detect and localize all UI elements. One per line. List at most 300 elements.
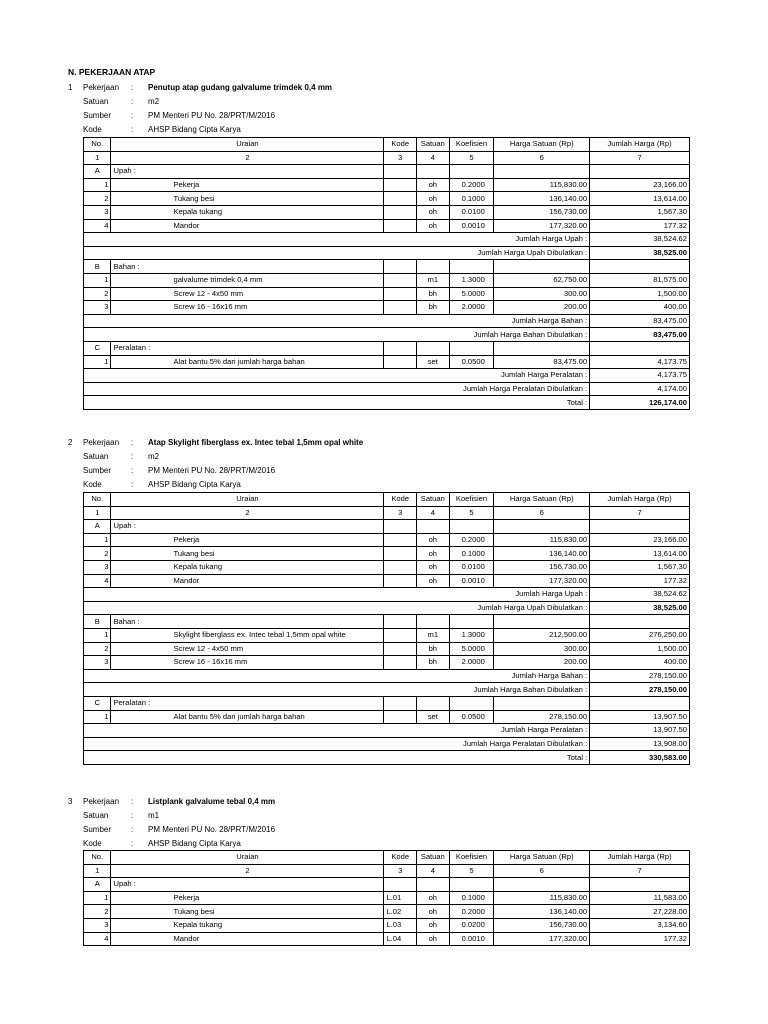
total-row [84, 396, 690, 410]
empty-cell [449, 878, 494, 892]
empty-cell [494, 615, 590, 629]
upah-line-row [84, 178, 690, 192]
bahan-group-row [84, 260, 690, 274]
colon-separator: : [131, 438, 134, 447]
item-satuan-label: Satuan [83, 97, 109, 106]
column-header: Satuan [417, 851, 450, 865]
line-no: 3 [84, 560, 111, 574]
column-header: Koefisien [449, 138, 494, 152]
item-pekerjaan-label: Pekerjaan [83, 797, 120, 806]
line-harga: 156,730.00 [494, 560, 590, 574]
jumlah-upah-label: Jumlah Harga Upah : [84, 233, 590, 247]
empty-cell [384, 520, 417, 534]
jumlah-upah-dibulatkan-label: Jumlah Harga Upah Dibulatkan : [84, 246, 590, 260]
column-header: Uraian [111, 138, 384, 152]
item-pekerjaan-row [68, 436, 708, 450]
item-kode-value: AHSP Bidang Cipta Karya [148, 125, 241, 134]
item-pekerjaan-label: Pekerjaan [83, 438, 120, 447]
jumlah-upah-dibulatkan-row [84, 246, 690, 260]
column-header: No. [84, 493, 111, 507]
jumlah-peralatan-dibulatkan-value: 4,174.00 [590, 382, 690, 396]
line-koef: 0.0200 [449, 918, 494, 932]
bahan-line-row [84, 301, 690, 315]
jumlah-upah-dibulatkan-value: 38,525.00 [590, 246, 690, 260]
column-header: Jumlah Harga (Rp) [590, 493, 690, 507]
line-jumlah: 1,567.30 [590, 205, 690, 219]
line-koef: 0.0010 [449, 574, 494, 588]
line-uraian: Pekerja [111, 533, 384, 547]
line-harga: 136,140.00 [494, 547, 590, 561]
empty-cell [494, 520, 590, 534]
jumlah-upah-dibulatkan-row [84, 601, 690, 615]
item-pekerjaan-row [68, 81, 708, 95]
empty-cell [494, 878, 590, 892]
line-kode [384, 178, 417, 192]
line-koef: 0.1000 [449, 547, 494, 561]
line-no: 1 [84, 891, 111, 905]
item-number: 3 [68, 797, 73, 806]
upah-line-row [84, 547, 690, 561]
line-koef: 0.2000 [449, 178, 494, 192]
jumlah-peralatan-row [84, 724, 690, 738]
item-number: 2 [68, 438, 73, 447]
line-no: 4 [84, 219, 111, 233]
line-satuan: bh [417, 656, 450, 670]
line-koef: 0.2000 [449, 533, 494, 547]
item-satuan-value: m1 [148, 811, 160, 820]
jumlah-peralatan-value: 4,173.75 [590, 369, 690, 383]
item-sumber-row [68, 823, 708, 837]
line-jumlah: 177.32 [590, 574, 690, 588]
item-satuan-label: Satuan [83, 811, 109, 820]
line-harga: 115,830.00 [494, 533, 590, 547]
column-header: Harga Satuan (Rp) [494, 138, 590, 152]
line-jumlah: 276,250.00 [590, 628, 690, 642]
line-uraian: Pekerja [111, 891, 384, 905]
colon-separator: : [131, 111, 134, 120]
jumlah-peralatan-row [84, 369, 690, 383]
group-letter: A [84, 165, 111, 179]
line-no: 1 [84, 710, 111, 724]
column-number: 2 [111, 864, 384, 878]
jumlah-peralatan-dibulatkan-label: Jumlah Harga Peralatan Dibulatkan : [84, 737, 590, 751]
line-kode [384, 287, 417, 301]
column-header: Harga Satuan (Rp) [494, 851, 590, 865]
column-number: 3 [384, 151, 417, 165]
jumlah-bahan-dibulatkan-label: Jumlah Harga Bahan Dibulatkan : [84, 328, 590, 342]
empty-cell [417, 696, 450, 710]
item-sumber-label: Sumber [83, 111, 112, 120]
empty-cell [384, 260, 417, 274]
column-number: 4 [417, 151, 450, 165]
item-satuan-row [68, 95, 708, 109]
jumlah-upah-row [84, 233, 690, 247]
line-koef: 0.0100 [449, 205, 494, 219]
jumlah-bahan-value: 83,475.00 [590, 314, 690, 328]
group-letter: C [84, 341, 111, 355]
jumlah-bahan-dibulatkan-row [84, 683, 690, 697]
line-koef: 0.2000 [449, 905, 494, 919]
line-satuan: bh [417, 287, 450, 301]
line-kode: L.03 [384, 918, 417, 932]
line-satuan: oh [417, 905, 450, 919]
line-uraian: Screw 16 - 16x16 mm [111, 656, 384, 670]
line-kode [384, 355, 417, 369]
line-uraian: Tukang besi [111, 547, 384, 561]
line-jumlah: 177.32 [590, 219, 690, 233]
column-header: Koefisien [449, 851, 494, 865]
line-koef: 0.0100 [449, 560, 494, 574]
line-koef: 0.0500 [449, 710, 494, 724]
line-no: 2 [84, 192, 111, 206]
line-kode [384, 574, 417, 588]
jumlah-bahan-label: Jumlah Harga Bahan : [84, 314, 590, 328]
line-satuan: oh [417, 891, 450, 905]
line-koef: 2.0000 [449, 656, 494, 670]
line-jumlah: 23,166.00 [590, 178, 690, 192]
upah-group-row [84, 165, 690, 179]
line-satuan: set [417, 355, 450, 369]
column-header: Harga Satuan (Rp) [494, 493, 590, 507]
column-header: Kode [384, 138, 417, 152]
line-koef: 1.3000 [449, 628, 494, 642]
line-harga: 200.00 [494, 656, 590, 670]
line-jumlah: 11,583.00 [590, 891, 690, 905]
total-label: Total : [84, 751, 590, 765]
total-row [84, 751, 690, 765]
item-sumber-value: PM Menteri PU No. 28/PRT/M/2016 [148, 466, 276, 475]
line-kode [384, 710, 417, 724]
line-jumlah: 3,134.60 [590, 918, 690, 932]
line-jumlah: 13,614.00 [590, 547, 690, 561]
empty-cell [494, 165, 590, 179]
jumlah-bahan-dibulatkan-value: 278,150.00 [590, 683, 690, 697]
column-header: No. [84, 138, 111, 152]
column-number: 6 [494, 151, 590, 165]
column-number: 7 [590, 506, 690, 520]
column-number: 4 [417, 864, 450, 878]
empty-cell [384, 878, 417, 892]
jumlah-bahan-dibulatkan-label: Jumlah Harga Bahan Dibulatkan : [84, 683, 590, 697]
colon-separator: : [131, 83, 134, 92]
empty-cell [449, 696, 494, 710]
line-uraian: Screw 12 - 4x50 mm [111, 287, 384, 301]
colon-separator: : [131, 480, 134, 489]
jumlah-peralatan-label: Jumlah Harga Peralatan : [84, 724, 590, 738]
empty-cell [417, 165, 450, 179]
jumlah-peralatan-dibulatkan-value: 13,908.00 [590, 737, 690, 751]
upah-group-label: Upah : [111, 520, 384, 534]
column-header: No. [84, 851, 111, 865]
line-harga: 156,730.00 [494, 205, 590, 219]
column-number: 5 [449, 864, 494, 878]
bahan-group-row [84, 615, 690, 629]
item-kode-row [68, 837, 708, 851]
column-number: 2 [111, 506, 384, 520]
bahan-group-label: Bahan : [111, 260, 384, 274]
upah-line-row [84, 533, 690, 547]
empty-cell [494, 260, 590, 274]
line-jumlah: 81,575.00 [590, 273, 690, 287]
column-header: Kode [384, 493, 417, 507]
line-uraian: Mandor [111, 219, 384, 233]
line-no: 2 [84, 287, 111, 301]
jumlah-upah-dibulatkan-value: 38,525.00 [590, 601, 690, 615]
column-number: 6 [494, 864, 590, 878]
line-kode [384, 642, 417, 656]
colon-separator: : [131, 125, 134, 134]
line-no: 4 [84, 932, 111, 946]
empty-cell [384, 615, 417, 629]
line-harga: 156,730.00 [494, 918, 590, 932]
line-no: 1 [84, 355, 111, 369]
column-number: 6 [494, 506, 590, 520]
column-header: Uraian [111, 851, 384, 865]
item-satuan-row [68, 809, 708, 823]
upah-line-row [84, 205, 690, 219]
line-harga: 115,830.00 [494, 891, 590, 905]
line-kode [384, 628, 417, 642]
line-satuan: oh [417, 192, 450, 206]
column-header: Jumlah Harga (Rp) [590, 138, 690, 152]
line-jumlah: 400.00 [590, 301, 690, 315]
line-kode: L.04 [384, 932, 417, 946]
line-kode [384, 301, 417, 315]
column-number: 1 [84, 864, 111, 878]
line-uraian: Kepala tukang [111, 560, 384, 574]
jumlah-bahan-label: Jumlah Harga Bahan : [84, 669, 590, 683]
total-label: Total : [84, 396, 590, 410]
colon-separator: : [131, 839, 134, 848]
item-kode-value: AHSP Bidang Cipta Karya [148, 839, 241, 848]
jumlah-upah-value: 38,524.62 [590, 588, 690, 602]
line-no: 1 [84, 273, 111, 287]
line-satuan: oh [417, 205, 450, 219]
section-title: N. PEKERJAAN ATAP [68, 67, 156, 77]
empty-cell [384, 165, 417, 179]
jumlah-bahan-row [84, 314, 690, 328]
peralatan-group-row [84, 696, 690, 710]
empty-cell [494, 341, 590, 355]
empty-cell [590, 341, 690, 355]
empty-cell [590, 520, 690, 534]
empty-cell [449, 260, 494, 274]
colon-separator: : [131, 811, 134, 820]
line-uraian: Kepala tukang [111, 918, 384, 932]
line-jumlah: 13,614.00 [590, 192, 690, 206]
jumlah-bahan-value: 278,150.00 [590, 669, 690, 683]
line-kode [384, 219, 417, 233]
line-uraian: Screw 16 - 16x16 mm [111, 301, 384, 315]
item-kode-row [68, 123, 708, 137]
item-satuan-value: m2 [148, 452, 160, 461]
peralatan-line-row [84, 710, 690, 724]
upah-group-label: Upah : [111, 878, 384, 892]
line-satuan: oh [417, 547, 450, 561]
line-no: 3 [84, 205, 111, 219]
item-kode-value: AHSP Bidang Cipta Karya [148, 480, 241, 489]
line-jumlah: 400.00 [590, 656, 690, 670]
line-kode: L.01 [384, 891, 417, 905]
line-satuan: m1 [417, 628, 450, 642]
line-satuan: oh [417, 574, 450, 588]
line-kode [384, 547, 417, 561]
line-no: 3 [84, 656, 111, 670]
empty-cell [449, 341, 494, 355]
line-satuan: oh [417, 533, 450, 547]
column-number: 2 [111, 151, 384, 165]
line-uraian: Tukang besi [111, 905, 384, 919]
peralatan-group-label: Peralatan : [111, 696, 384, 710]
line-kode [384, 656, 417, 670]
line-satuan: m1 [417, 273, 450, 287]
line-no: 2 [84, 547, 111, 561]
line-jumlah: 23,166.00 [590, 533, 690, 547]
line-jumlah: 177.32 [590, 932, 690, 946]
item-sumber-label: Sumber [83, 466, 112, 475]
item-satuan-value: m2 [148, 97, 160, 106]
upah-group-row [84, 520, 690, 534]
line-harga: 177,320.00 [494, 219, 590, 233]
line-satuan: oh [417, 219, 450, 233]
upah-line-row [84, 891, 690, 905]
item-sumber-label: Sumber [83, 825, 112, 834]
line-koef: 1.3000 [449, 273, 494, 287]
line-kode [384, 533, 417, 547]
colon-separator: : [131, 825, 134, 834]
colon-separator: : [131, 466, 134, 475]
peralatan-group-label: Peralatan : [111, 341, 384, 355]
line-jumlah: 13,907.50 [590, 710, 690, 724]
total-value: 126,174.00 [590, 396, 690, 410]
empty-cell [449, 520, 494, 534]
line-harga: 62,750.00 [494, 273, 590, 287]
line-uraian: galvalume trimdek 0,4 mm [111, 273, 384, 287]
empty-cell [384, 696, 417, 710]
empty-cell [590, 878, 690, 892]
line-koef: 5.0000 [449, 642, 494, 656]
item-pekerjaan-label: Pekerjaan [83, 83, 120, 92]
table-header-row [84, 851, 690, 865]
line-no: 2 [84, 642, 111, 656]
column-number-row [84, 864, 690, 878]
item-header-2 [68, 436, 708, 492]
item-kode-label: Kode [83, 480, 102, 489]
line-satuan: bh [417, 642, 450, 656]
item-number: 1 [68, 83, 73, 92]
upah-line-row [84, 918, 690, 932]
column-number: 1 [84, 506, 111, 520]
line-koef: 5.0000 [449, 287, 494, 301]
bahan-group-label: Bahan : [111, 615, 384, 629]
column-header: Jumlah Harga (Rp) [590, 851, 690, 865]
table-header-row [84, 138, 690, 152]
jumlah-peralatan-value: 13,907.50 [590, 724, 690, 738]
column-header: Satuan [417, 493, 450, 507]
bahan-line-row [84, 273, 690, 287]
item-pekerjaan-value: Listplank galvalume tebal 0,4 mm [148, 797, 276, 806]
upah-line-row [84, 574, 690, 588]
line-satuan: oh [417, 918, 450, 932]
upah-group-row [84, 878, 690, 892]
empty-cell [417, 341, 450, 355]
column-header: Kode [384, 851, 417, 865]
item-satuan-label: Satuan [83, 452, 109, 461]
item-header-3 [68, 795, 708, 851]
upah-line-row [84, 219, 690, 233]
empty-cell [449, 165, 494, 179]
line-kode [384, 273, 417, 287]
item-pekerjaan-value: Penutup atap gudang galvalume trimdek 0,4 mm [148, 83, 333, 92]
item-sumber-value: PM Menteri PU No. 28/PRT/M/2016 [148, 111, 276, 120]
line-uraian: Kepala tukang [111, 205, 384, 219]
line-no: 1 [84, 533, 111, 547]
column-number: 5 [449, 151, 494, 165]
ahsp-table-3 [83, 850, 690, 946]
column-number: 7 [590, 864, 690, 878]
column-header: Uraian [111, 493, 384, 507]
line-no: 1 [84, 178, 111, 192]
line-harga: 212,500.00 [494, 628, 590, 642]
line-uraian: Tukang besi [111, 192, 384, 206]
line-satuan: oh [417, 932, 450, 946]
line-harga: 177,320.00 [494, 574, 590, 588]
ahsp-table-2 [83, 492, 690, 765]
column-number: 7 [590, 151, 690, 165]
jumlah-upah-row [84, 588, 690, 602]
line-uraian: Pekerja [111, 178, 384, 192]
line-uraian: Alat bantu 5% dari jumlah harga bahan [111, 355, 384, 369]
colon-separator: : [131, 452, 134, 461]
line-no: 2 [84, 905, 111, 919]
line-kode [384, 560, 417, 574]
jumlah-bahan-dibulatkan-row [84, 328, 690, 342]
column-number: 3 [384, 506, 417, 520]
line-koef: 2.0000 [449, 301, 494, 315]
column-number-row [84, 506, 690, 520]
group-letter: B [84, 615, 111, 629]
empty-cell [449, 615, 494, 629]
line-satuan: bh [417, 301, 450, 315]
line-koef: 0.0010 [449, 932, 494, 946]
item-sumber-value: PM Menteri PU No. 28/PRT/M/2016 [148, 825, 276, 834]
column-header: Satuan [417, 138, 450, 152]
item-kode-label: Kode [83, 839, 102, 848]
column-number: 4 [417, 506, 450, 520]
line-harga: 200.00 [494, 301, 590, 315]
upah-group-label: Upah : [111, 165, 384, 179]
item-pekerjaan-value: Atap Skylight fiberglass ex. Intec tebal 1,5mm opal white [148, 438, 364, 447]
item-sumber-row [68, 464, 708, 478]
group-letter: A [84, 520, 111, 534]
line-harga: 83,475.00 [494, 355, 590, 369]
group-letter: C [84, 696, 111, 710]
line-jumlah: 1,567.30 [590, 560, 690, 574]
item-header-1 [68, 81, 708, 137]
table-header-row [84, 493, 690, 507]
upah-line-row [84, 560, 690, 574]
line-koef: 0.0500 [449, 355, 494, 369]
column-header: Koefisien [449, 493, 494, 507]
upah-line-row [84, 932, 690, 946]
line-kode [384, 205, 417, 219]
peralatan-line-row [84, 355, 690, 369]
line-harga: 177,320.00 [494, 932, 590, 946]
line-koef: 0.1000 [449, 891, 494, 905]
empty-cell [417, 615, 450, 629]
bahan-line-row [84, 656, 690, 670]
empty-cell [384, 341, 417, 355]
